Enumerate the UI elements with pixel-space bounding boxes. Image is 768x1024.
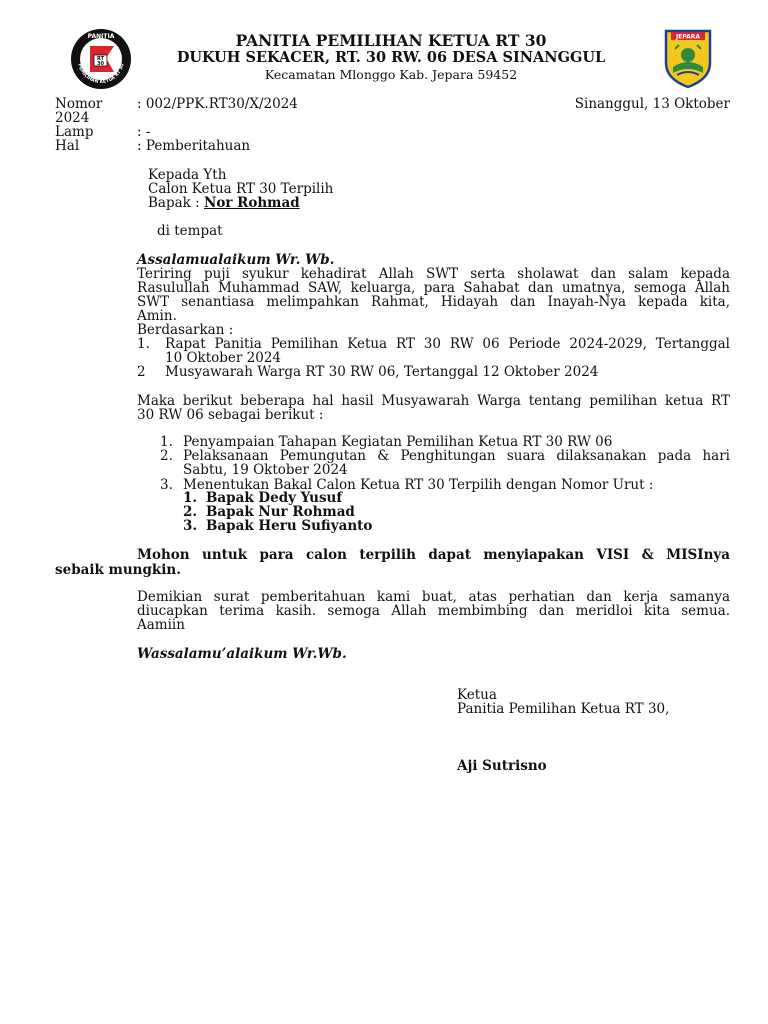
basis-2-num: 2 bbox=[137, 364, 146, 380]
basis-1-num: 1. bbox=[137, 336, 150, 352]
basis-2-line-1: Musyawarah Warga RT 30 RW 06, Tertanggal 12 Oktober 2024 bbox=[165, 364, 599, 380]
point-2-line-1: Pelaksanaan Pemungutan & Penghitungan suara dilaksanakan pada hari bbox=[183, 448, 730, 464]
point-2-line-2: Sabtu, 19 Oktober 2024 bbox=[183, 462, 348, 478]
header-line-3: Kecamatan Mlonggo Kab. Jepara 59452 bbox=[264, 67, 518, 82]
para-2-line-1: Maka berikut beberapa hal hasil Musyawarah Warga tentang pemilihan ketua RT bbox=[137, 393, 730, 409]
nomor-value: : 002/PPK.RT30/X/2024 bbox=[137, 96, 298, 112]
basis-1-line-2: 10 Oktober 2024 bbox=[165, 350, 282, 366]
point-3-num: 3. bbox=[160, 477, 173, 493]
point-1-line-1: Penyampaian Tahapan Kegiatan Pemilihan Ketua RT 30 RW 06 bbox=[183, 434, 613, 450]
hal-label: Hal bbox=[55, 138, 80, 154]
nomor-wrap: 2024 bbox=[55, 110, 90, 126]
header-line-1: PANITIA PEMILIHAN KETUA RT 30 bbox=[235, 31, 547, 50]
candidate-1-name: Bapak Dedy Yusuf bbox=[206, 490, 343, 506]
jepara-emblem-icon bbox=[663, 27, 713, 89]
para-1-line-1: Teriring puji syukur kehadirat Allah SWT serta sholawat dan salam kepada bbox=[137, 266, 730, 282]
point-1-num: 1. bbox=[160, 434, 173, 450]
recipient-line-1: Kepada Yth bbox=[148, 167, 227, 183]
point-2-num: 2. bbox=[160, 448, 173, 464]
recipient-name: Nor Rohmad bbox=[203, 195, 300, 211]
candidate-3-num: 3. bbox=[183, 518, 198, 534]
point-3-line-1: Menentukan Bakal Calon Ketua RT 30 Terpilih dengan Nomor Urut : bbox=[183, 477, 654, 493]
svg-text:30: 30 bbox=[97, 61, 104, 67]
hal-value: : Pemberitahuan bbox=[137, 138, 251, 154]
nomor-label: Nomor bbox=[55, 96, 103, 112]
lamp-value: : - bbox=[137, 124, 151, 140]
recipient-place: di tempat bbox=[157, 223, 223, 239]
para-3-line-2: sebaik mungkin. bbox=[55, 562, 181, 578]
para-1-line-4: Amin. bbox=[137, 308, 177, 324]
jepara-banner-text: JEPARA bbox=[675, 33, 701, 41]
signature-role: Ketua bbox=[457, 687, 497, 703]
signature-name: Aji Sutrisno bbox=[457, 758, 547, 774]
closing-salam: Wassalamu’alaikum Wr.Wb. bbox=[137, 646, 347, 662]
para-4-line-2: diucapkan terima kasih. semoga Allah membimbing dan meridloi kita semua. bbox=[137, 603, 730, 619]
signature-org: Panitia Pemilihan Ketua RT 30, bbox=[457, 701, 670, 717]
header-line-2: DUKUH SEKACER, RT. 30 RW. 06 DESA SINANGGUL bbox=[176, 49, 606, 66]
logo-panitia-text: PANITIA bbox=[87, 33, 115, 40]
para-4-line-3: Aamiin bbox=[137, 617, 185, 633]
bapak-prefix: Bapak : bbox=[148, 195, 204, 211]
lamp-label: Lamp bbox=[55, 124, 94, 140]
basis-1-line-1: Rapat Panitia Pemilihan Ketua RT 30 RW 06 Periode 2024-2029, Tertanggal bbox=[165, 336, 730, 352]
candidate-1-num: 1. bbox=[183, 490, 198, 506]
candidate-2-num: 2. bbox=[183, 504, 198, 520]
logo-ring-text: PEMILIHAN KETUA RT 30 bbox=[76, 63, 126, 86]
candidate-2-name: Bapak Nur Rohmad bbox=[206, 504, 355, 520]
para-1-line-2: Rasulullah Muhammad SAW, keluarga, para Sahabat dan umatnya, semoga Allah bbox=[137, 280, 730, 296]
candidate-3-name: Bapak Heru Sufiyanto bbox=[206, 518, 373, 534]
berdasarkan: Berdasarkan : bbox=[137, 322, 234, 338]
para-3-line-1: Mohon untuk para calon terpilih dapat menyiapakan VISI & MISInya bbox=[137, 547, 730, 563]
para-4-line-1: Demikian surat pemberitahuan kami buat, atas perhatian dan kerja samanya bbox=[137, 589, 730, 605]
letter-date: Sinanggul, 13 Oktober bbox=[574, 96, 730, 112]
greeting: Assalamualaikum Wr. Wb. bbox=[137, 252, 335, 268]
para-1-line-3: SWT senantiasa melimpahkan Rahmat, Hidayah dan Inayah-Nya kepada kita, bbox=[137, 294, 730, 310]
logo-rt-text: RT bbox=[96, 56, 105, 62]
recipient-line-2: Calon Ketua RT 30 Terpilih bbox=[148, 181, 334, 197]
para-2-line-2: 30 RW 06 sebagai berikut : bbox=[137, 407, 324, 423]
recipient-bapak bbox=[148, 195, 300, 211]
